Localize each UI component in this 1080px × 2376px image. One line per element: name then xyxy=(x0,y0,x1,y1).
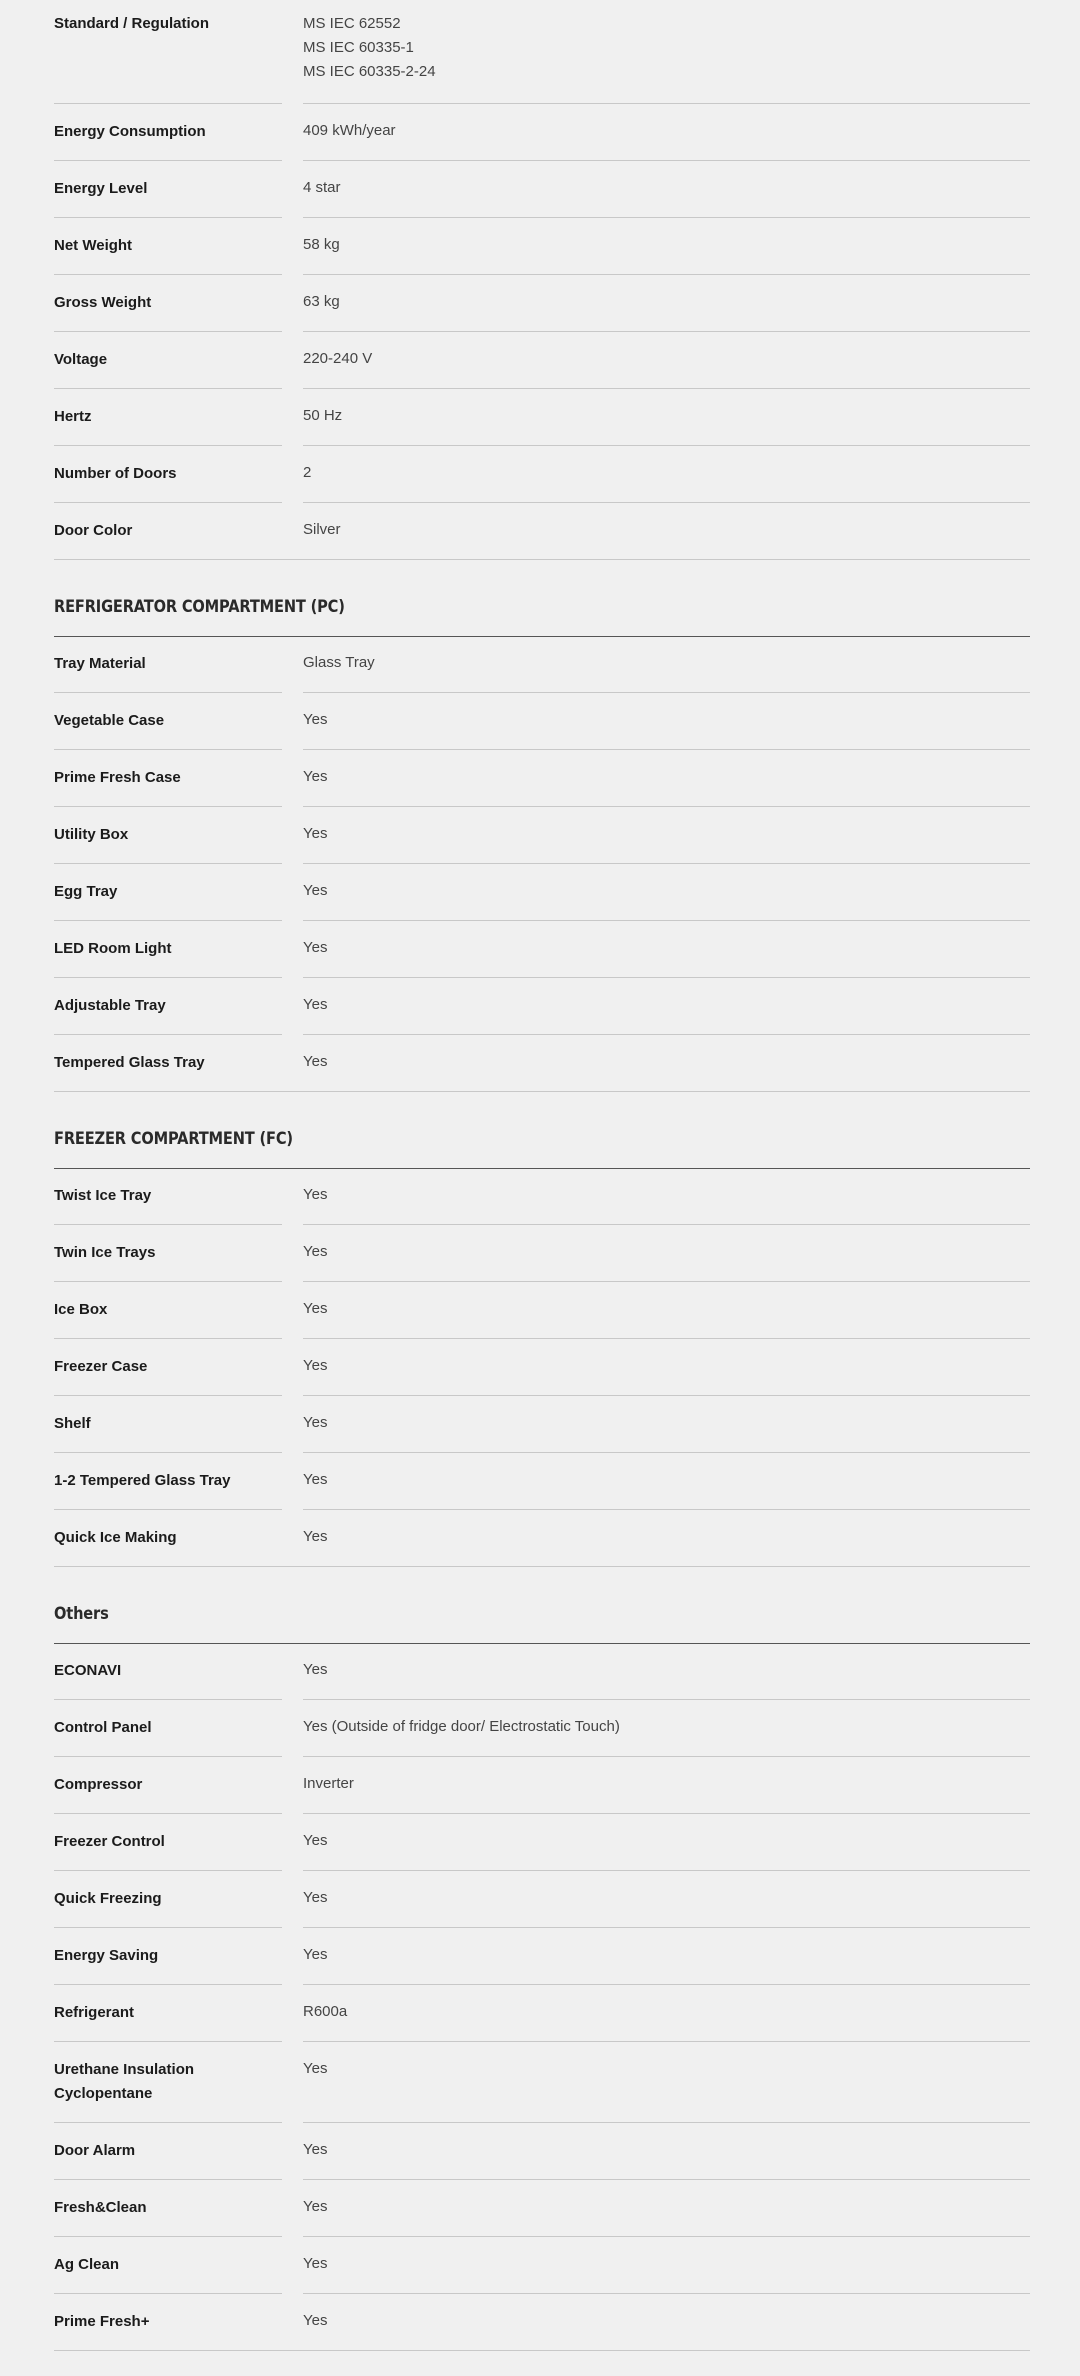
spec-value: Yes xyxy=(303,1471,328,1488)
spec-label: Freezer Control xyxy=(54,1833,165,1850)
spec-value: Yes xyxy=(303,1661,328,1678)
spec-value: Yes xyxy=(303,1528,328,1545)
row-divider xyxy=(54,1091,1030,1092)
spec-label: Quick Ice Making xyxy=(54,1529,177,1546)
others-spec-table xyxy=(54,1643,1030,2351)
spec-value: Yes (Outside of fridge door/ Electrostatic Touch) xyxy=(303,1718,620,1735)
section-title: Others xyxy=(54,1604,109,1624)
spec-row-tempered-glass-tray xyxy=(54,1035,1030,1092)
spec-value: Yes xyxy=(303,1946,328,1963)
section-title: REFRIGERATOR COMPARTMENT (PC) xyxy=(54,597,345,617)
spec-label: Quick Freezing xyxy=(54,1890,162,1907)
spec-label: Refrigerant xyxy=(54,2004,135,2021)
spec-value: 50 Hz xyxy=(303,407,343,424)
freezer-spec-table xyxy=(54,1168,1030,1567)
spec-row-twist-ice-tray xyxy=(54,1168,1030,1225)
spec-row-energy-saving xyxy=(54,1928,1030,1985)
spec-value: Yes xyxy=(303,939,328,956)
spec-row-number-of-doors xyxy=(54,446,1030,503)
spec-row-egg-tray xyxy=(54,864,1030,921)
spec-label: Compressor xyxy=(54,1776,143,1793)
spec-row-prime-fresh-case xyxy=(54,750,1030,807)
spec-label: Standard / Regulation xyxy=(54,15,210,32)
spec-label: ECONAVI xyxy=(54,1662,122,1679)
spec-label: Urethane Insulation Cyclopentane xyxy=(54,2061,195,2102)
spec-row-quick-freezing xyxy=(54,1871,1030,1928)
spec-row-door-alarm xyxy=(54,2123,1030,2180)
spec-value: Yes xyxy=(303,882,328,899)
spec-label: Number of Doors xyxy=(54,465,177,482)
spec-row-vegetable-case xyxy=(54,693,1030,750)
spec-label: Ice Box xyxy=(54,1301,108,1318)
spec-value: Glass Tray xyxy=(303,654,375,671)
spec-label: Door Alarm xyxy=(54,2142,136,2159)
spec-value: 4 star xyxy=(303,179,341,196)
spec-row-freezer-control xyxy=(54,1814,1030,1871)
spec-row-ag-clean xyxy=(54,2237,1030,2294)
spec-row-net-weight xyxy=(54,218,1030,275)
spec-label: Fresh&Clean xyxy=(54,2199,147,2216)
spec-label: Freezer Case xyxy=(54,1358,148,1375)
spec-row-shelf xyxy=(54,1396,1030,1453)
row-divider xyxy=(54,1566,1030,1567)
spec-value: Yes xyxy=(303,1889,328,1906)
spec-value: Yes xyxy=(303,768,328,785)
spec-label: Twin Ice Trays xyxy=(54,1244,156,1261)
spec-value: Yes xyxy=(303,825,328,842)
spec-row-door-color xyxy=(54,503,1030,560)
spec-label: Tempered Glass Tray xyxy=(54,1054,205,1071)
spec-value: Yes xyxy=(303,711,328,728)
spec-label: Tray Material xyxy=(54,655,146,672)
spec-row-utility-box xyxy=(54,807,1030,864)
spec-row-refrigerant xyxy=(54,1985,1030,2042)
spec-value: Yes xyxy=(303,2198,328,2215)
spec-row-ice-box xyxy=(54,1282,1030,1339)
spec-value: Inverter xyxy=(303,1775,354,1792)
freezer-section-header xyxy=(54,1128,1030,1169)
spec-row-econavi xyxy=(54,1643,1030,1700)
spec-value: Silver xyxy=(303,521,341,538)
spec-label: Net Weight xyxy=(54,237,133,254)
spec-value: 409 kWh/year xyxy=(303,122,396,139)
spec-label: LED Room Light xyxy=(54,940,172,957)
spec-label: Prime Fresh+ xyxy=(54,2313,150,2330)
spec-label: Vegetable Case xyxy=(54,712,165,729)
spec-value: Yes xyxy=(303,1414,328,1431)
spec-label: 1-2 Tempered Glass Tray xyxy=(54,1472,231,1489)
spec-label: Energy Consumption xyxy=(54,123,206,140)
spec-row-tempered-glass-tray-1-2 xyxy=(54,1453,1030,1510)
spec-row-energy-consumption xyxy=(54,104,1030,161)
spec-label: Voltage xyxy=(54,351,108,368)
spec-label: Gross Weight xyxy=(54,294,152,311)
spec-value: Yes xyxy=(303,1832,328,1849)
spec-label: Egg Tray xyxy=(54,883,118,900)
spec-label: Energy Level xyxy=(54,180,148,197)
spec-value: Yes xyxy=(303,2312,328,2329)
spec-value: Yes xyxy=(303,2255,328,2272)
spec-row-energy-level xyxy=(54,161,1030,218)
general-spec-table xyxy=(54,0,1030,560)
spec-value: 58 kg xyxy=(303,236,340,253)
spec-row-hertz xyxy=(54,389,1030,446)
spec-label: Door Color xyxy=(54,522,133,539)
spec-label: Hertz xyxy=(54,408,92,425)
spec-row-led-room-light xyxy=(54,921,1030,978)
spec-value: 2 xyxy=(303,464,312,481)
spec-value: Yes xyxy=(303,2141,328,2158)
spec-value: Yes xyxy=(303,1186,328,1203)
spec-value: R600a xyxy=(303,2003,348,2020)
spec-value: 63 kg xyxy=(303,293,340,310)
spec-label: Adjustable Tray xyxy=(54,997,166,1014)
spec-value: 220-240 V xyxy=(303,350,373,367)
spec-label: Twist Ice Tray xyxy=(54,1187,152,1204)
spec-row-quick-ice-making xyxy=(54,1510,1030,1567)
spec-label: Control Panel xyxy=(54,1719,152,1736)
spec-value: Yes xyxy=(303,1243,328,1260)
spec-label: Ag Clean xyxy=(54,2256,120,2273)
spec-row-fresh-and-clean xyxy=(54,2180,1030,2237)
row-divider xyxy=(54,559,1030,560)
section-title: FREEZER COMPARTMENT (FC) xyxy=(54,1129,293,1149)
spec-value: MS IEC 62552 MS IEC 60335-1 MS IEC 60335-2-24 xyxy=(303,15,436,80)
spec-row-gross-weight xyxy=(54,275,1030,332)
spec-row-freezer-case xyxy=(54,1339,1030,1396)
spec-value: Yes xyxy=(303,996,328,1013)
spec-value: Yes xyxy=(303,1357,328,1374)
spec-row-voltage xyxy=(54,332,1030,389)
spec-row-compressor xyxy=(54,1757,1030,1814)
spec-value: Yes xyxy=(303,1300,328,1317)
spec-label: Energy Saving xyxy=(54,1947,159,1964)
refrigerator-spec-table xyxy=(54,636,1030,1092)
spec-value: Yes xyxy=(303,1053,328,1070)
spec-row-control-panel xyxy=(54,1700,1030,1757)
spec-row-standard-regulation xyxy=(54,0,1030,104)
spec-label: Utility Box xyxy=(54,826,129,843)
row-divider xyxy=(54,2350,1030,2351)
spec-row-urethane-insulation xyxy=(54,2042,1030,2123)
spec-row-twin-ice-trays xyxy=(54,1225,1030,1282)
spec-label: Prime Fresh Case xyxy=(54,769,181,786)
others-section-header xyxy=(54,1603,1030,1644)
spec-label: Shelf xyxy=(54,1415,91,1432)
spec-row-tray-material xyxy=(54,636,1030,693)
spec-value: Yes xyxy=(303,2060,328,2077)
refrigerator-section-header xyxy=(54,596,1030,637)
spec-row-adjustable-tray xyxy=(54,978,1030,1035)
spec-row-prime-fresh-plus xyxy=(54,2294,1030,2351)
